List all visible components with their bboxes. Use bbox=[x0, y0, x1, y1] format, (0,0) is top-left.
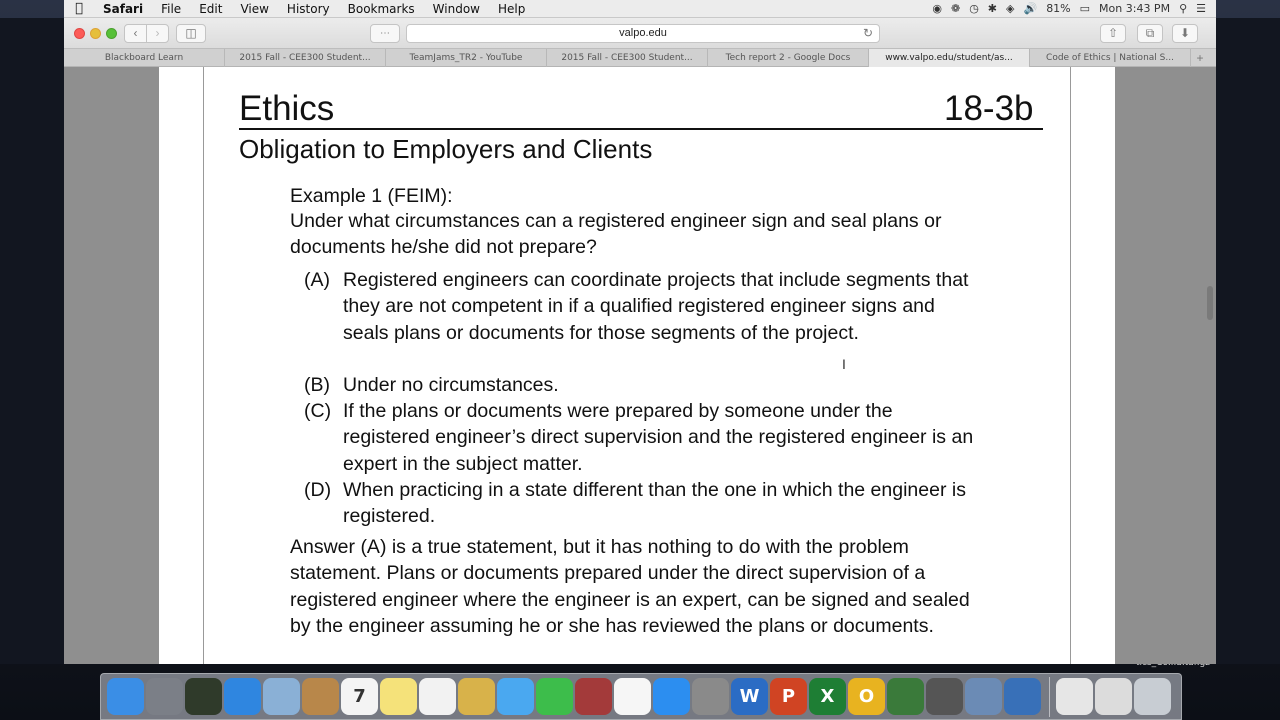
dock-excel-icon[interactable]: X bbox=[809, 678, 846, 715]
menu-help[interactable]: Help bbox=[498, 1, 526, 16]
bluetooth-icon[interactable]: ✱ bbox=[987, 2, 998, 15]
menu-bookmarks[interactable]: Bookmarks bbox=[347, 1, 415, 16]
menu-view[interactable]: View bbox=[240, 1, 269, 16]
option-a-letter: (A) bbox=[304, 269, 330, 291]
apple-menu-icon[interactable] bbox=[64, 1, 94, 16]
dock-launchpad-icon[interactable] bbox=[146, 678, 183, 715]
address-text: valpo.edu bbox=[619, 27, 667, 39]
sidebar-toggle-button[interactable] bbox=[176, 24, 206, 43]
dock-safari-icon[interactable] bbox=[224, 678, 261, 715]
dock-system-preferences-icon[interactable] bbox=[692, 678, 729, 715]
dock bbox=[100, 673, 1182, 720]
time-machine-icon[interactable]: ◷ bbox=[969, 2, 979, 15]
battery-percent[interactable]: 81% bbox=[1046, 2, 1071, 15]
dock-autocad-icon[interactable] bbox=[926, 678, 963, 715]
tabs-icon: ⧉ bbox=[1145, 26, 1155, 40]
dock-word-icon[interactable]: W bbox=[731, 678, 768, 715]
wifi-icon[interactable]: ◈ bbox=[1006, 2, 1015, 15]
menu-bar bbox=[64, 0, 1216, 18]
fullscreen-window-button[interactable] bbox=[106, 28, 117, 39]
answer-text: Answer (A) is a true statement, but it has nothing to do with the problem statement. Plans or documents prepared under the direct supervision of a registered engineer where the engineer is an expert, can be signed and sealed by the engineer assuming he or she has reviewed the plans or documents. bbox=[290, 536, 970, 637]
dock-trash-icon[interactable] bbox=[1134, 678, 1171, 715]
forward-button[interactable] bbox=[146, 24, 169, 43]
desktop-right-edge bbox=[1214, 18, 1280, 664]
dock-photo-slideshow-icon[interactable] bbox=[575, 678, 612, 715]
browser-toolbar bbox=[64, 18, 1216, 49]
dock-app-store-icon[interactable] bbox=[653, 678, 690, 715]
slide-title: Ethics bbox=[239, 89, 335, 128]
downloads-button[interactable] bbox=[1172, 24, 1198, 43]
vertical-scrollbar[interactable] bbox=[1207, 286, 1213, 320]
spotlight-icon[interactable]: ⚲ bbox=[1179, 2, 1188, 15]
menu-window[interactable]: Window bbox=[432, 1, 480, 16]
share-button[interactable] bbox=[1100, 24, 1126, 43]
dock-messages-icon[interactable] bbox=[497, 678, 534, 715]
chevron-right-icon: › bbox=[155, 26, 160, 40]
back-button[interactable] bbox=[124, 24, 147, 43]
reload-icon[interactable]: ↻ bbox=[862, 26, 873, 40]
option-a bbox=[304, 267, 983, 346]
option-d-text: When practicing in a state different than the one in which the engineer is registered. bbox=[343, 479, 966, 528]
text-cursor-icon: I bbox=[842, 356, 846, 372]
option-a-text: Registered engineers can coordinate projects that include segments that they are not competent in if a qualified registered engineer signs and seals plans or documents for those segments of the project. bbox=[343, 269, 969, 344]
slide-subtitle: Obligation to Employers and Clients bbox=[239, 134, 653, 164]
option-c bbox=[304, 398, 983, 477]
new-tab-button[interactable] bbox=[1191, 49, 1209, 66]
dock-documents-stack-icon[interactable] bbox=[1056, 678, 1093, 715]
tab-valpo-active[interactable]: www.valpo.edu/student/as... bbox=[869, 49, 1030, 67]
question-text: Under what circumstances can a registered engineer sign and seal plans or documents he/she did not prepare? bbox=[290, 210, 942, 259]
grid-icon: ⋯ bbox=[380, 28, 390, 39]
tab-cee300-1[interactable]: 2015 Fall - CEE300 Student... bbox=[225, 49, 386, 67]
battery-icon[interactable]: ▭ bbox=[1079, 2, 1091, 15]
safari-window bbox=[64, 18, 1216, 664]
tab-blackboard[interactable]: Blackboard Learn bbox=[64, 49, 225, 67]
dock-downloads-stack-icon[interactable] bbox=[1095, 678, 1132, 715]
menu-history[interactable]: History bbox=[286, 1, 330, 16]
notification-center-icon[interactable]: ☰ bbox=[1196, 2, 1206, 15]
page-content bbox=[64, 67, 1216, 664]
sidebar-icon: ◫ bbox=[185, 26, 197, 40]
tab-youtube[interactable]: TeamJams_TR2 - YouTube bbox=[386, 49, 547, 67]
download-icon: ⬇ bbox=[1179, 26, 1191, 40]
dock-calendar-icon[interactable]: 7 bbox=[341, 678, 378, 715]
dock-photos-icon[interactable] bbox=[614, 678, 651, 715]
option-d-letter: (D) bbox=[304, 479, 332, 501]
tab-google-docs[interactable]: Tech report 2 - Google Docs bbox=[708, 49, 869, 67]
menu-app-name[interactable]: Safari bbox=[103, 1, 144, 16]
share-icon: ⇧ bbox=[1107, 26, 1119, 40]
chevron-left-icon: ‹ bbox=[133, 26, 138, 40]
dock-reminders-icon[interactable] bbox=[419, 678, 456, 715]
option-b bbox=[304, 372, 983, 398]
minimize-window-button[interactable] bbox=[90, 28, 101, 39]
tab-cee300-2[interactable]: 2015 Fall - CEE300 Student... bbox=[547, 49, 708, 67]
dock-quicktime-icon[interactable] bbox=[1004, 678, 1041, 715]
dock-remote-desktop-icon[interactable] bbox=[965, 678, 1002, 715]
close-window-button[interactable] bbox=[74, 28, 85, 39]
dock-contacts-icon[interactable] bbox=[302, 678, 339, 715]
volume-icon[interactable]: 🔊 bbox=[1023, 2, 1038, 15]
plus-icon: + bbox=[1196, 51, 1204, 65]
dock-separator bbox=[1049, 677, 1050, 717]
sync-icon[interactable]: ❁ bbox=[950, 2, 961, 15]
record-icon[interactable]: ◉ bbox=[932, 2, 942, 15]
tab-code-of-ethics[interactable]: Code of Ethics | National S... bbox=[1030, 49, 1191, 67]
dock-dashboard-icon[interactable] bbox=[185, 678, 222, 715]
dock-facetime-icon[interactable] bbox=[536, 678, 573, 715]
show-all-tabs-button[interactable] bbox=[1137, 24, 1163, 43]
dock-notes-icon[interactable] bbox=[380, 678, 417, 715]
status-area bbox=[932, 2, 1216, 15]
slide-number: 18-3b bbox=[944, 89, 1034, 128]
option-c-text: If the plans or documents were prepared by someone under the registered engineer’s direct supervision and the registered engineer is an expert in the subject matter. bbox=[343, 400, 974, 475]
option-b-text: Under no circumstances. bbox=[343, 374, 559, 396]
dock-preview-icon[interactable] bbox=[263, 678, 300, 715]
option-d bbox=[304, 477, 983, 530]
menu-edit[interactable]: Edit bbox=[199, 1, 223, 16]
top-sites-button[interactable] bbox=[370, 24, 400, 43]
title-divider bbox=[239, 128, 1043, 130]
option-c-letter: (C) bbox=[304, 400, 332, 422]
dock-network-utility-icon[interactable] bbox=[887, 678, 924, 715]
dock-finder-icon[interactable] bbox=[107, 678, 144, 715]
clock[interactable]: Mon 3:43 PM bbox=[1099, 2, 1171, 15]
desktop-left-edge bbox=[0, 18, 64, 664]
option-b-letter: (B) bbox=[304, 374, 330, 396]
example-label: Example 1 (FEIM): bbox=[290, 185, 453, 207]
dock-photo-booth-icon[interactable] bbox=[458, 678, 495, 715]
tab-bar bbox=[64, 49, 1216, 67]
menu-file[interactable]: File bbox=[161, 1, 182, 16]
dock-powerpoint-icon[interactable]: P bbox=[770, 678, 807, 715]
address-bar[interactable] bbox=[406, 24, 880, 43]
dock-outlook-icon[interactable]: O bbox=[848, 678, 885, 715]
